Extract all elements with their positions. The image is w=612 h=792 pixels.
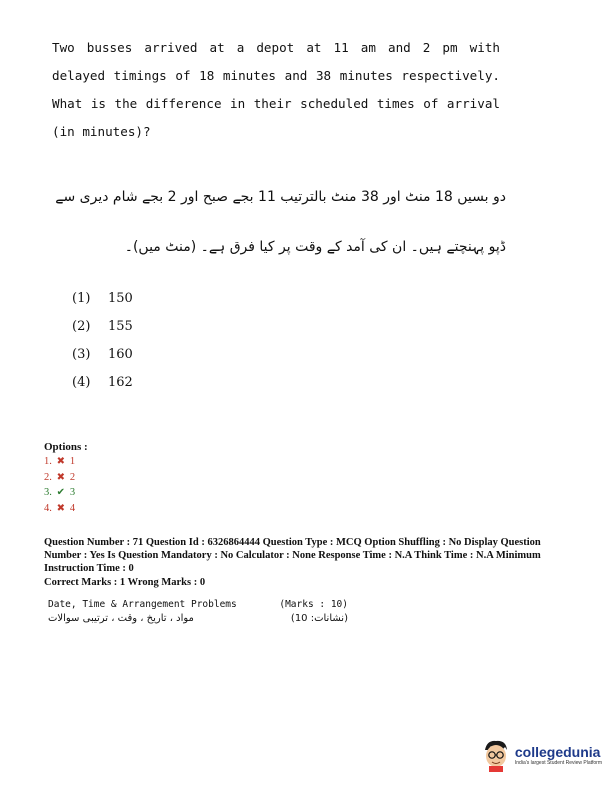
choice-number: (1): [72, 290, 91, 306]
answer-choice: [72, 340, 133, 368]
option-key-value: 3: [69, 487, 76, 498]
collegedunia-logo: [481, 738, 602, 772]
marks-line: Correct Marks : 1 Wrong Marks : 0: [44, 577, 206, 589]
choice-number: (4): [72, 374, 91, 390]
option-key-number: 1.: [44, 456, 52, 467]
choice-number: (3): [72, 346, 91, 362]
choice-value: 162: [108, 374, 133, 390]
question-metadata: [44, 537, 544, 590]
option-key-value: 1: [69, 456, 76, 467]
answer-choice: [72, 368, 133, 396]
question-text-english: Two busses arrived at a depot at 11 am and 2 pm with delayed timings of 18 minutes and 38 minutes respectively. What is the difference in their scheduled times of arrival (in minutes)?: [52, 40, 500, 139]
option-key-item: [44, 485, 88, 501]
choice-value: 155: [108, 318, 133, 334]
answer-choices: [72, 284, 133, 396]
check-icon: ✔: [56, 487, 66, 498]
logo-name: collegedunia: [514, 744, 601, 760]
option-key-number: 4.: [44, 502, 52, 514]
options-key: [44, 440, 88, 516]
section-marks-urdu: (نشانات: 10): [290, 613, 348, 624]
section-marks-english: (Marks : 10): [279, 599, 348, 610]
answer-choice: [72, 284, 133, 312]
section-title-english: Date, Time & Arrangement Problems: [48, 599, 237, 610]
choice-value: 160: [108, 346, 133, 362]
logo-tagline: India's largest Student Review Platform: [514, 760, 602, 766]
cross-icon: ✖: [56, 471, 66, 483]
option-key-item: [44, 454, 88, 470]
cross-icon: ✖: [56, 456, 66, 467]
option-key-item: [44, 470, 88, 486]
option-key-number: 2.: [44, 471, 52, 483]
mascot-icon: [481, 738, 511, 772]
option-key-number: 3.: [44, 487, 52, 498]
option-key-item: [44, 501, 88, 517]
metadata-line: Question Number : 71 Question Id : 6326864444 Question Type : MCQ Option Shuffling : No Display Question Number : Yes Is Question Mandatory : No Calculator : None Response Time : N.A Think Time : N.A Minimum Instruction Time : 0: [44, 537, 541, 574]
question-text-urdu: دو بسیں 18 منٹ اور 38 منٹ بالترتیب 11 بجے صبح اور 2 بجے شام دیری سے ڈپو پہنچتے ہیں۔ ان کی آمد کے وقت پر کیا فرق ہے۔ (منٹ میں)۔: [55, 189, 506, 255]
choice-value: 150: [108, 290, 133, 306]
options-title: Options :: [44, 441, 88, 453]
section-header: [48, 598, 348, 626]
option-key-value: 4: [69, 502, 76, 514]
answer-choice: [72, 312, 133, 340]
option-key-value: 2: [69, 471, 76, 483]
section-title-urdu: مواد ، تاریخ ، وقت ، ترتیبی سوالات: [48, 613, 194, 624]
cross-icon: ✖: [56, 502, 66, 514]
choice-number: (2): [72, 318, 91, 334]
